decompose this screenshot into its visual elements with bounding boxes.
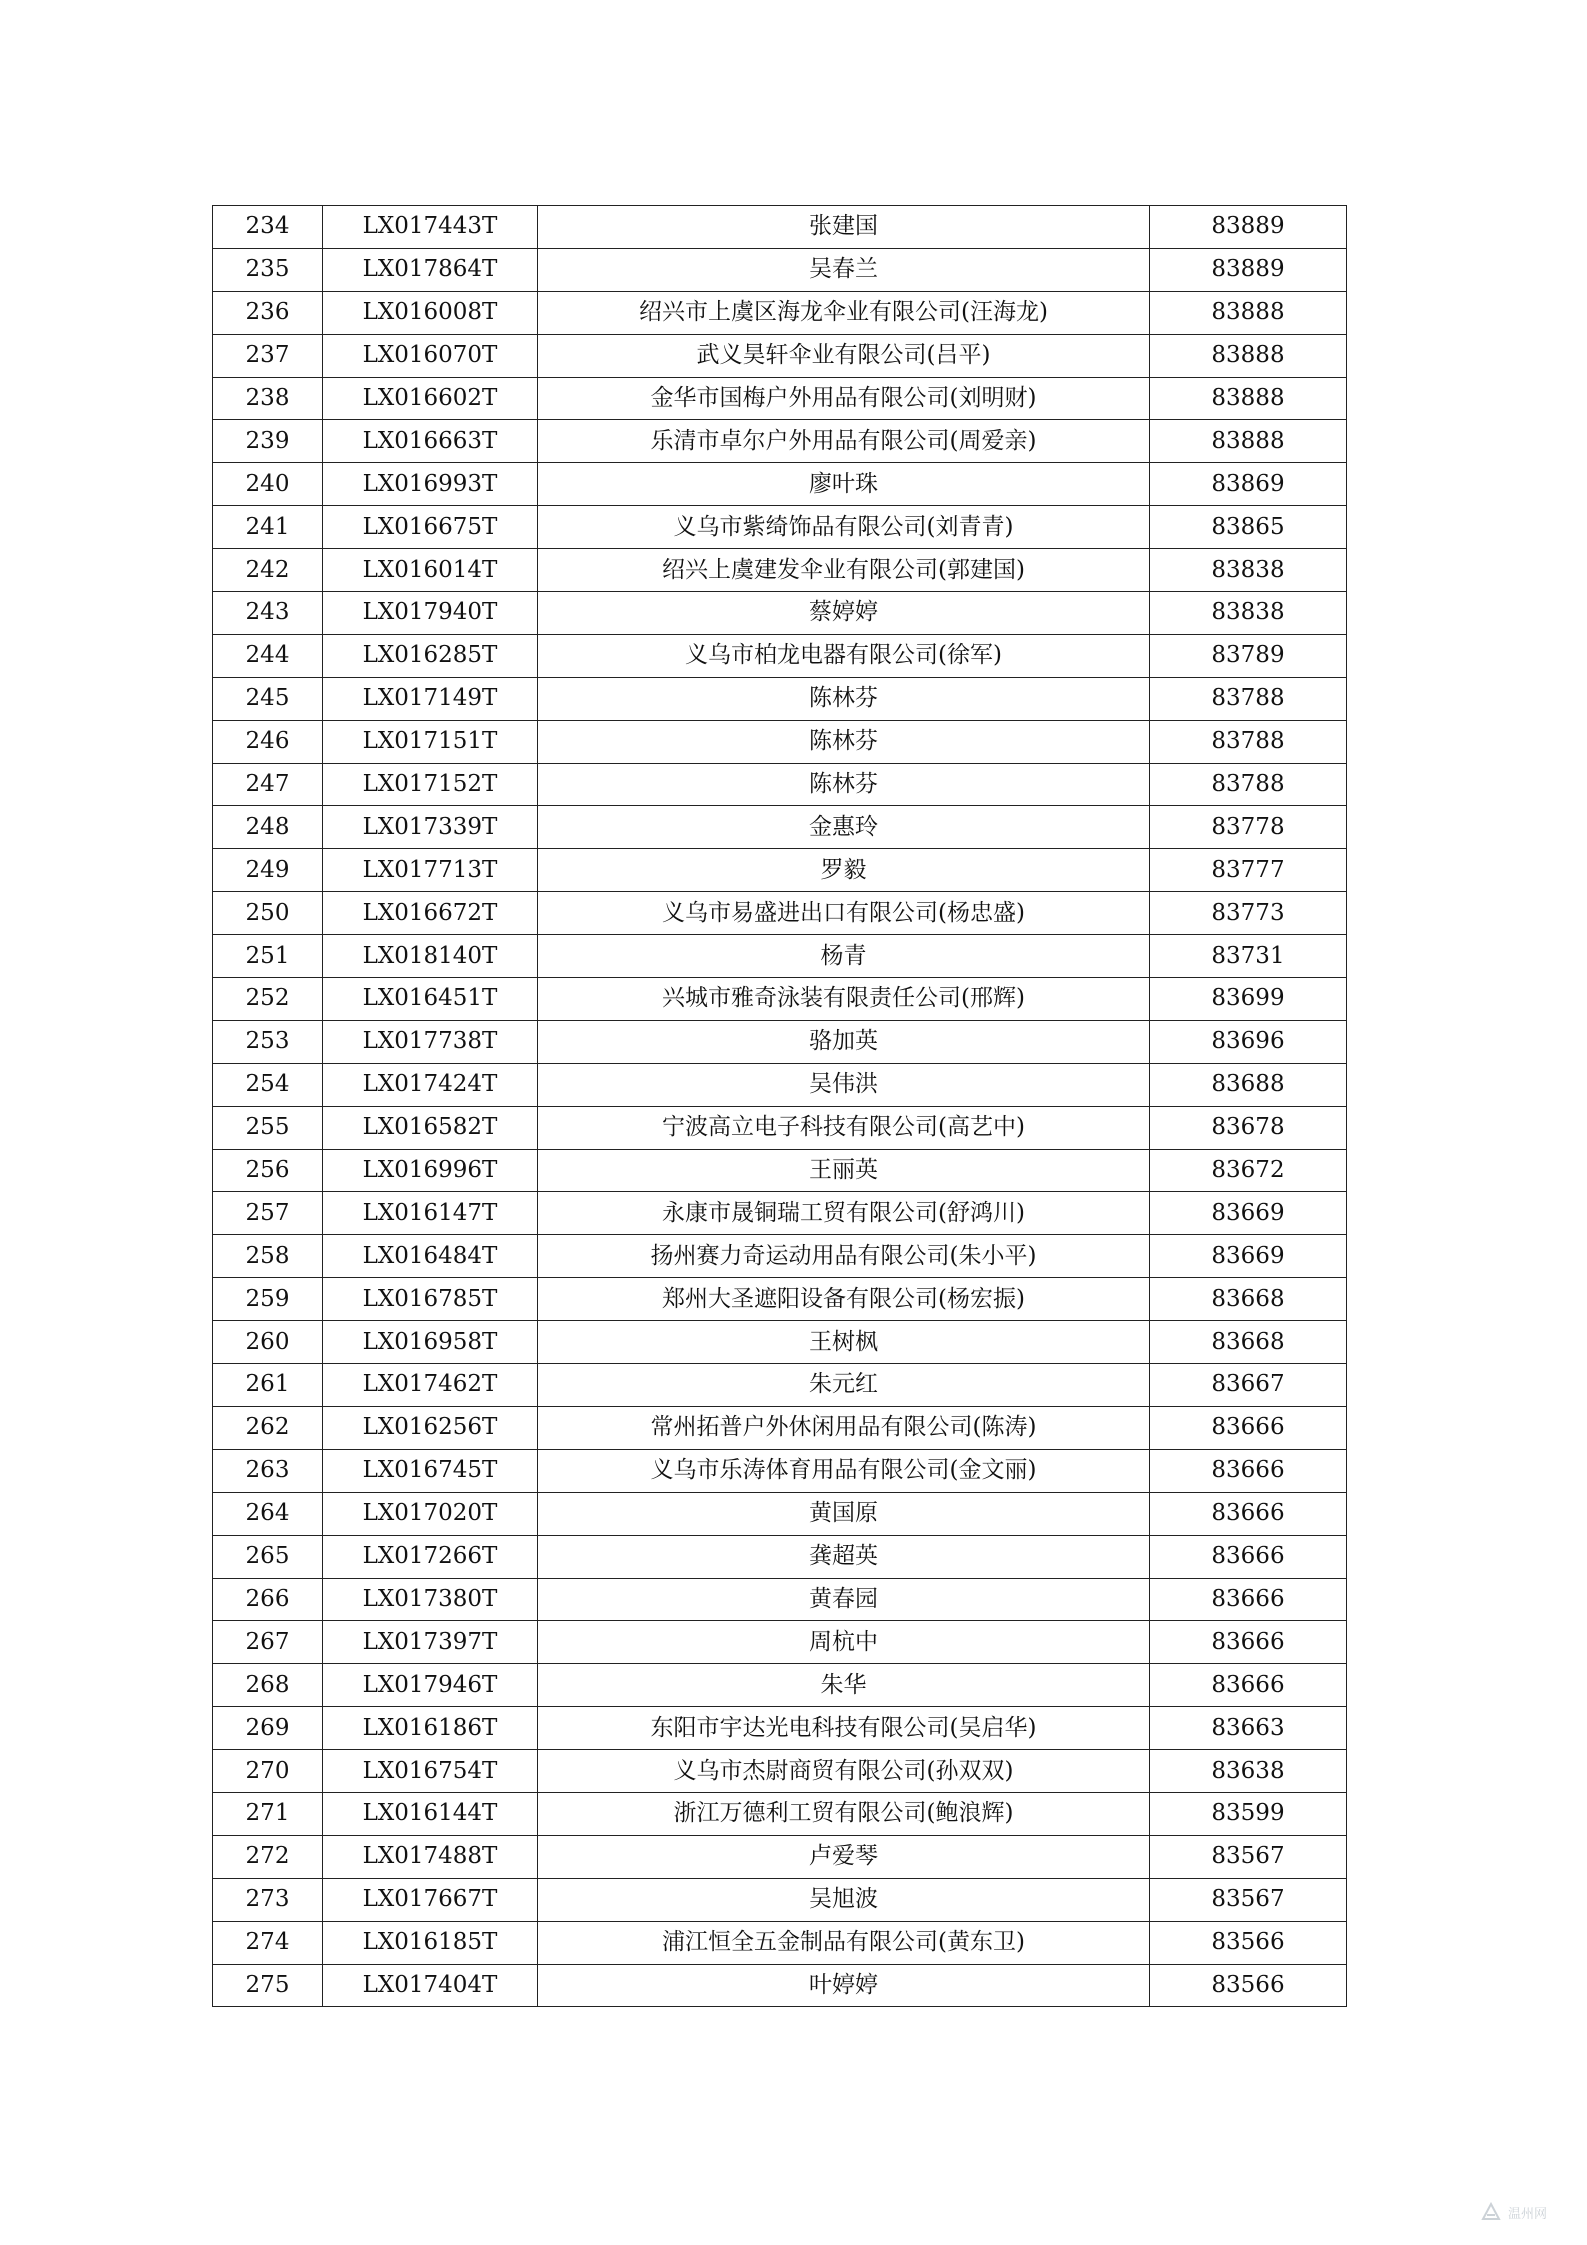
code-cell: LX016958T [323,1321,538,1364]
sequence-cell: 258 [213,1235,323,1278]
table-row [213,1492,1347,1535]
table-row [213,634,1347,677]
name-cell: 黄国原 [538,1492,1150,1535]
sequence-cell: 234 [213,206,323,249]
code-cell: LX016008T [323,291,538,334]
name-cell: 吴旭波 [538,1878,1150,1921]
code-cell: LX017864T [323,248,538,291]
sequence-cell: 248 [213,806,323,849]
table-row [213,1406,1347,1449]
code-cell: LX017149T [323,677,538,720]
sequence-cell: 236 [213,291,323,334]
code-cell: LX016285T [323,634,538,677]
table-row [213,1192,1347,1235]
sequence-cell: 275 [213,1964,323,2007]
table-row [213,334,1347,377]
name-cell: 扬州赛力奇运动用品有限公司(朱小平) [538,1235,1150,1278]
score-cell: 83672 [1150,1149,1347,1192]
table-row [213,1063,1347,1106]
code-cell: LX017339T [323,806,538,849]
name-cell: 宁波高立电子科技有限公司(高艺中) [538,1106,1150,1149]
score-cell: 83888 [1150,420,1347,463]
name-cell: 浦江恒全五金制品有限公司(黄东卫) [538,1921,1150,1964]
sequence-cell: 259 [213,1278,323,1321]
code-cell: LX016675T [323,506,538,549]
name-cell: 张建国 [538,206,1150,249]
table-row [213,892,1347,935]
code-cell: LX016256T [323,1406,538,1449]
sequence-cell: 240 [213,463,323,506]
watermark [1480,2201,1547,2223]
name-cell: 王树枫 [538,1321,1150,1364]
table-row [213,377,1347,420]
name-cell: 叶婷婷 [538,1964,1150,2007]
sequence-cell: 268 [213,1664,323,1707]
score-cell: 83788 [1150,720,1347,763]
score-cell: 83888 [1150,334,1347,377]
code-cell: LX017738T [323,1020,538,1063]
code-cell: LX017020T [323,1492,538,1535]
table-row [213,935,1347,978]
sequence-cell: 251 [213,935,323,978]
code-cell: LX017152T [323,763,538,806]
table-row [213,1364,1347,1407]
sequence-cell: 241 [213,506,323,549]
code-cell: LX017667T [323,1878,538,1921]
sequence-cell: 269 [213,1707,323,1750]
score-cell: 83668 [1150,1321,1347,1364]
name-cell: 罗毅 [538,849,1150,892]
table-row [213,677,1347,720]
score-cell: 83889 [1150,206,1347,249]
code-cell: LX016186T [323,1707,538,1750]
code-cell: LX017380T [323,1578,538,1621]
score-cell: 83666 [1150,1664,1347,1707]
name-cell: 义乌市易盛进出口有限公司(杨忠盛) [538,892,1150,935]
table-row [213,1020,1347,1063]
code-cell: LX016745T [323,1449,538,1492]
sequence-cell: 262 [213,1406,323,1449]
sequence-cell: 247 [213,763,323,806]
score-cell: 83566 [1150,1964,1347,2007]
table-row [213,763,1347,806]
code-cell: LX016582T [323,1106,538,1149]
results-table [212,205,1347,2007]
name-cell: 卢爱琴 [538,1835,1150,1878]
code-cell: LX017443T [323,206,538,249]
sequence-cell: 260 [213,1321,323,1364]
watermark-logo-icon [1480,2201,1502,2223]
code-cell: LX016451T [323,978,538,1021]
score-cell: 83888 [1150,377,1347,420]
table-row [213,1707,1347,1750]
table-row [213,592,1347,635]
name-cell: 蔡婷婷 [538,592,1150,635]
table-row [213,1578,1347,1621]
code-cell: LX017946T [323,1664,538,1707]
score-cell: 83788 [1150,763,1347,806]
score-cell: 83669 [1150,1192,1347,1235]
code-cell: LX016144T [323,1792,538,1835]
score-cell: 83666 [1150,1535,1347,1578]
score-cell: 83638 [1150,1750,1347,1793]
name-cell: 杨青 [538,935,1150,978]
code-cell: LX016484T [323,1235,538,1278]
name-cell: 义乌市柏龙电器有限公司(徐军) [538,634,1150,677]
sequence-cell: 252 [213,978,323,1021]
table-row [213,248,1347,291]
name-cell: 绍兴上虞建发伞业有限公司(郭建国) [538,549,1150,592]
table-row [213,506,1347,549]
table-row [213,420,1347,463]
score-cell: 83838 [1150,549,1347,592]
table-row [213,549,1347,592]
table-row [213,463,1347,506]
score-cell: 83731 [1150,935,1347,978]
score-cell: 83666 [1150,1621,1347,1664]
name-cell: 周杭中 [538,1621,1150,1664]
name-cell: 义乌市乐涛体育用品有限公司(金文丽) [538,1449,1150,1492]
score-cell: 83838 [1150,592,1347,635]
table-row [213,291,1347,334]
name-cell: 吴春兰 [538,248,1150,291]
code-cell: LX017266T [323,1535,538,1578]
code-cell: LX017424T [323,1063,538,1106]
sequence-cell: 254 [213,1063,323,1106]
table-row [213,849,1347,892]
table-row [213,806,1347,849]
name-cell: 龚超英 [538,1535,1150,1578]
sequence-cell: 235 [213,248,323,291]
name-cell: 陈林芬 [538,720,1150,763]
watermark-text: 温州网 [1507,2206,1547,2222]
sequence-cell: 256 [213,1149,323,1192]
sequence-cell: 270 [213,1750,323,1793]
score-cell: 83869 [1150,463,1347,506]
table-row [213,1535,1347,1578]
code-cell: LX016602T [323,377,538,420]
score-cell: 83696 [1150,1020,1347,1063]
table-row [213,1278,1347,1321]
sequence-cell: 244 [213,634,323,677]
code-cell: LX016147T [323,1192,538,1235]
sequence-cell: 253 [213,1020,323,1063]
score-cell: 83666 [1150,1578,1347,1621]
table-row [213,1792,1347,1835]
code-cell: LX017404T [323,1964,538,2007]
name-cell: 朱元红 [538,1364,1150,1407]
code-cell: LX017151T [323,720,538,763]
results-table-body [213,206,1347,2007]
sequence-cell: 245 [213,677,323,720]
sequence-cell: 274 [213,1921,323,1964]
name-cell: 陈林芬 [538,677,1150,720]
table-row [213,1106,1347,1149]
sequence-cell: 266 [213,1578,323,1621]
code-cell: LX017462T [323,1364,538,1407]
score-cell: 83567 [1150,1835,1347,1878]
score-cell: 83778 [1150,806,1347,849]
sequence-cell: 257 [213,1192,323,1235]
code-cell: LX016754T [323,1750,538,1793]
code-cell: LX017488T [323,1835,538,1878]
name-cell: 骆加英 [538,1020,1150,1063]
name-cell: 浙江万德利工贸有限公司(鲍浪辉) [538,1792,1150,1835]
sequence-cell: 261 [213,1364,323,1407]
sequence-cell: 249 [213,849,323,892]
name-cell: 郑州大圣遮阳设备有限公司(杨宏振) [538,1278,1150,1321]
name-cell: 黄春园 [538,1578,1150,1621]
sequence-cell: 271 [213,1792,323,1835]
code-cell: LX016672T [323,892,538,935]
table-row [213,1964,1347,2007]
sequence-cell: 246 [213,720,323,763]
sequence-cell: 242 [213,549,323,592]
code-cell: LX016070T [323,334,538,377]
table-row [213,720,1347,763]
name-cell: 武义昊轩伞业有限公司(吕平) [538,334,1150,377]
table-row [213,1621,1347,1664]
score-cell: 83789 [1150,634,1347,677]
table-row [213,1235,1347,1278]
name-cell: 义乌市紫绮饰品有限公司(刘青青) [538,506,1150,549]
score-cell: 83888 [1150,291,1347,334]
sequence-cell: 267 [213,1621,323,1664]
score-cell: 83773 [1150,892,1347,935]
table-row [213,1750,1347,1793]
name-cell: 廖叶珠 [538,463,1150,506]
sequence-cell: 250 [213,892,323,935]
name-cell: 永康市晟铜瑞工贸有限公司(舒鸿川) [538,1192,1150,1235]
name-cell: 金华市国梅户外用品有限公司(刘明财) [538,377,1150,420]
name-cell: 绍兴市上虞区海龙伞业有限公司(汪海龙) [538,291,1150,334]
score-cell: 83889 [1150,248,1347,291]
code-cell: LX018140T [323,935,538,978]
table-row [213,978,1347,1021]
code-cell: LX016014T [323,549,538,592]
table-row [213,1878,1347,1921]
code-cell: LX016785T [323,1278,538,1321]
score-cell: 83567 [1150,1878,1347,1921]
score-cell: 83788 [1150,677,1347,720]
code-cell: LX017397T [323,1621,538,1664]
sequence-cell: 273 [213,1878,323,1921]
score-cell: 83699 [1150,978,1347,1021]
name-cell: 乐清市卓尔户外用品有限公司(周爱亲) [538,420,1150,463]
table-row [213,1921,1347,1964]
sequence-cell: 264 [213,1492,323,1535]
name-cell: 义乌市杰尉商贸有限公司(孙双双) [538,1750,1150,1793]
score-cell: 83865 [1150,506,1347,549]
sequence-cell: 243 [213,592,323,635]
code-cell: LX016185T [323,1921,538,1964]
code-cell: LX016993T [323,463,538,506]
sequence-cell: 272 [213,1835,323,1878]
name-cell: 王丽英 [538,1149,1150,1192]
name-cell: 兴城市雅奇泳装有限责任公司(邢辉) [538,978,1150,1021]
code-cell: LX017713T [323,849,538,892]
sequence-cell: 263 [213,1449,323,1492]
score-cell: 83678 [1150,1106,1347,1149]
table-row [213,1149,1347,1192]
score-cell: 83666 [1150,1449,1347,1492]
sequence-cell: 237 [213,334,323,377]
score-cell: 83777 [1150,849,1347,892]
sequence-cell: 239 [213,420,323,463]
score-cell: 83669 [1150,1235,1347,1278]
score-cell: 83666 [1150,1406,1347,1449]
table-row [213,1835,1347,1878]
score-cell: 83599 [1150,1792,1347,1835]
score-cell: 83688 [1150,1063,1347,1106]
name-cell: 吴伟洪 [538,1063,1150,1106]
code-cell: LX017940T [323,592,538,635]
name-cell: 常州拓普户外休闲用品有限公司(陈涛) [538,1406,1150,1449]
table-row [213,1449,1347,1492]
name-cell: 陈林芬 [538,763,1150,806]
score-cell: 83566 [1150,1921,1347,1964]
score-cell: 83666 [1150,1492,1347,1535]
sequence-cell: 255 [213,1106,323,1149]
table-row [213,1664,1347,1707]
name-cell: 金惠玲 [538,806,1150,849]
sequence-cell: 265 [213,1535,323,1578]
score-cell: 83667 [1150,1364,1347,1407]
name-cell: 东阳市宇达光电科技有限公司(吴启华) [538,1707,1150,1750]
score-cell: 83668 [1150,1278,1347,1321]
table-row [213,206,1347,249]
sequence-cell: 238 [213,377,323,420]
name-cell: 朱华 [538,1664,1150,1707]
table-row [213,1321,1347,1364]
code-cell: LX016663T [323,420,538,463]
score-cell: 83663 [1150,1707,1347,1750]
code-cell: LX016996T [323,1149,538,1192]
